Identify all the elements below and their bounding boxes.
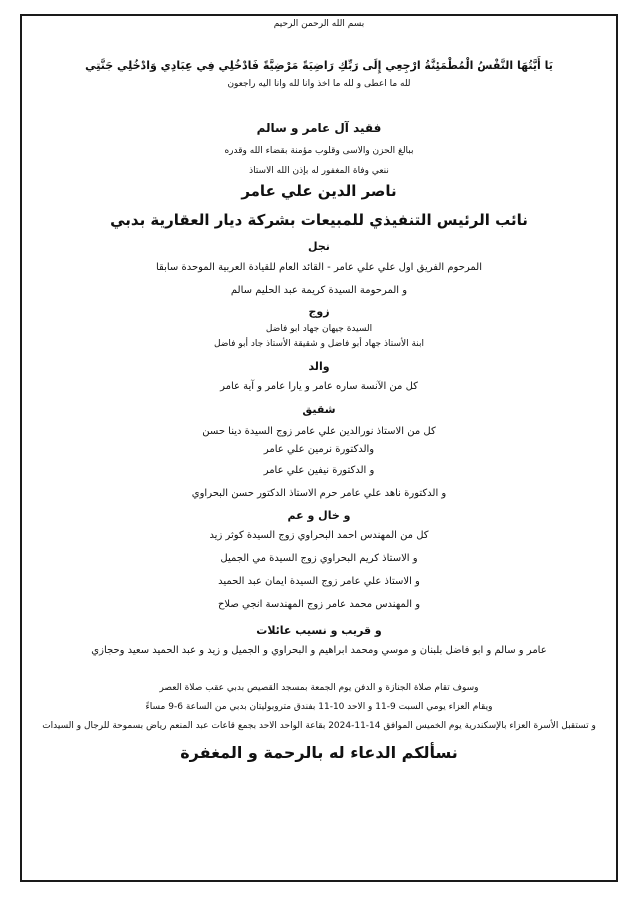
brother-of-line: والدكتورة نرمين علي عامر — [263, 444, 375, 455]
husband-of-line: السيدة جيهان جهاد ابو فاضل — [265, 324, 373, 334]
funeral-line: وسوف تقام صلاة الجنازة و الدفن يوم الجمعة بمسجد القصيص بدبي عقب صلاة العصر — [159, 683, 479, 693]
brother-of-line: كل من الاستاذ نورالدين علي عامر زوج السيدة دينا حسن — [202, 426, 436, 437]
relatives-heading: و قريب و نسيب عائلات — [256, 624, 382, 637]
dua-line: لله ما اعطى و لله ما اخذ وانا لله وانا اليه راجعون — [227, 79, 411, 89]
son-of-line: المرحوم الفريق اول علي علي عامر - القائد العام للقيادة العربية الموحدة سابقا — [155, 262, 483, 273]
brother-of-line: و الدكتورة ناهد علي عامر حرم الاستاذ الدكتور حسن البحراوي — [191, 488, 447, 499]
closing-prayer: نسألكم الدعاء له بالرحمة و المغفرة — [180, 743, 458, 762]
father-of-heading: والد — [308, 360, 330, 373]
husband-of-heading: زوج — [308, 305, 330, 318]
condolence-alex-line: و تستقبل الأسرة العزاء بالإسكندرية يوم الخميس الموافق 14-11-2024 بقاعة الواحد الاحد بجمع قاعات عبد المنعم رياض بسموحة للرجال و السيدات — [42, 721, 596, 731]
basmala: بسم الله الرحمن الرحيم — [273, 19, 365, 29]
relatives-line: عامر و سالم و ابو فاضل بلبنان و موسي ومحمد ابراهيم و البحراوي و الجميل و زيد و عبد الحميد سعيد وحجازي — [91, 645, 547, 656]
son-of-line: و المرحومة السيدة كريمة عبد الحليم سالم — [230, 285, 408, 296]
son-of-heading: نجل — [308, 240, 330, 253]
brother-of-line: و الدكتورة نيفين علي عامر — [263, 465, 375, 476]
quran-verse: يَا أَيَّتُهَا النَّفْسُ الْمُطْمَئِنَّةُ ارْجِعِي إِلَى رَبِّكِ رَاضِيَةً مَرْضِيَّةً فَادْخُلِي فِي عِبَادِي وَادْخُلِي جَنَّتِي — [85, 59, 553, 72]
condolence-dubai-line: ويقام العزاء يومي السبت 9-11 و الاحد 10-11 بفندق متروبوليتان بدبي من الساعة 6-9 مساءً — [145, 702, 493, 712]
husband-of-line: ابنة الأستاذ جهاد أبو فاضل و شقيقة الأستاذ جاد أبو فاضل — [213, 339, 425, 349]
uncle-of-line: و المهندس محمد عامر زوج المهندسة انجي صلاح — [217, 599, 421, 610]
father-of-line: كل من الآنسة ساره عامر و يارا عامر و آية عامر — [220, 381, 418, 392]
brother-of-heading: شقيق — [302, 403, 336, 416]
grief-line: ببالغ الحزن والاسى وقلوب مؤمنة بقضاء الله وقدره — [224, 146, 414, 156]
families-title: فقيد آل عامر و سالم — [256, 121, 382, 135]
uncle-of-line: و الاستاذ كريم البحراوي زوج السيدة مي الجميل — [220, 553, 418, 564]
announce-line: ننعي وفاة المغفور له بإذن الله الاستاذ — [249, 166, 389, 176]
uncle-of-line: و الاستاذ علي عامر زوج السيدة ايمان عبد الحميد — [218, 576, 420, 587]
uncle-of-line: كل من المهندس احمد البحراوي زوج السيدة كوثر زيد — [209, 530, 429, 541]
uncle-of-heading: و خال و عم — [287, 509, 351, 522]
deceased-name: ناصر الدين علي عامر — [241, 182, 397, 200]
deceased-title: نائب الرئيس التنفيذي للمبيعات بشركة ديار العقارية بدبي — [110, 211, 528, 229]
